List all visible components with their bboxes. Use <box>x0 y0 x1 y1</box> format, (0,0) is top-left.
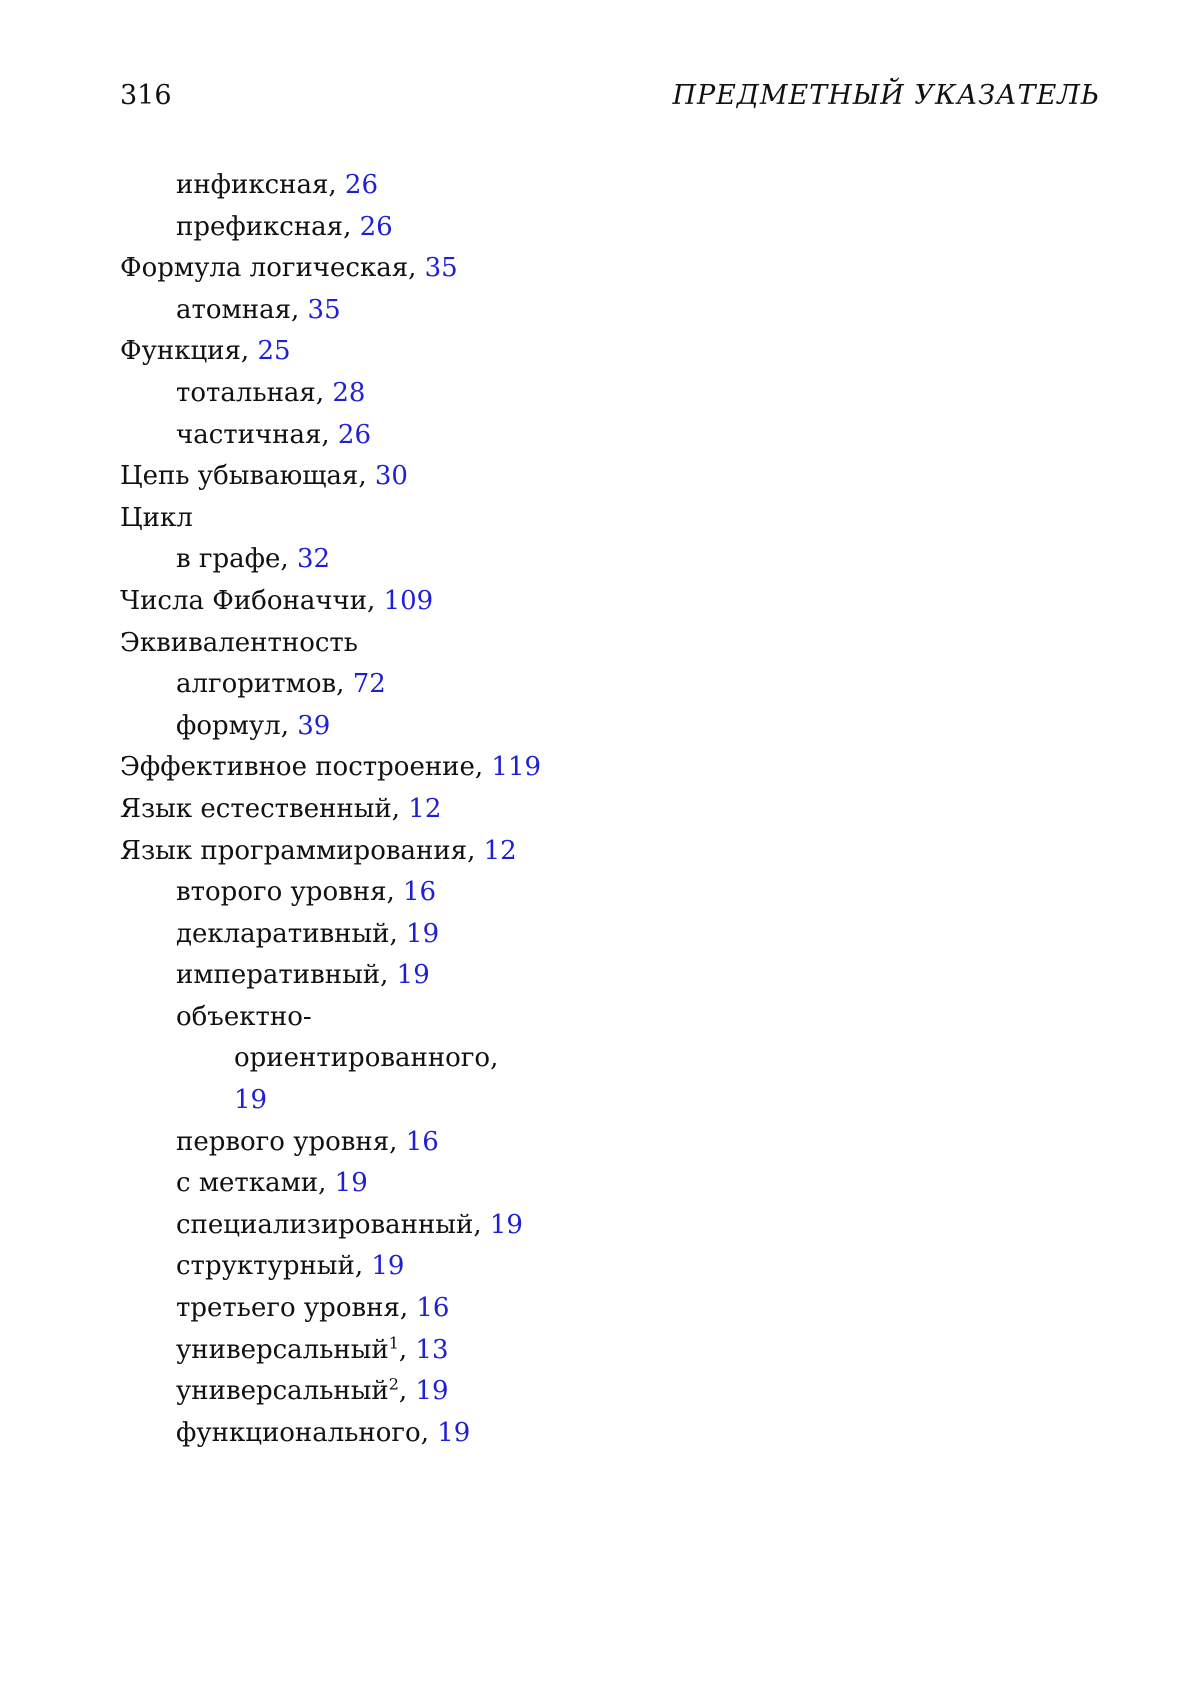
index-entry: с метками, 19 <box>176 1168 368 1199</box>
page-link[interactable]: 19 <box>234 1085 268 1116</box>
index-entry: Эффективное построение, 119 <box>120 752 542 783</box>
index-term: специализированный <box>176 1209 474 1240</box>
index-entry: функционального, 19 <box>176 1417 471 1448</box>
page-link[interactable]: 19 <box>437 1417 471 1448</box>
index-term: императивный <box>176 960 381 991</box>
page-link[interactable]: 35 <box>307 294 341 325</box>
page-link[interactable]: 12 <box>408 793 442 824</box>
index-term: универсальный <box>176 1334 389 1365</box>
index-term: первого уровня <box>176 1126 390 1157</box>
index-term: структурный <box>176 1251 355 1282</box>
index-term: алгоритмов <box>176 669 337 700</box>
page-link[interactable]: 16 <box>416 1293 450 1324</box>
index-term: частичная <box>176 419 322 450</box>
page-link[interactable]: 35 <box>424 253 458 284</box>
index-entry: префиксная, 26 <box>176 211 393 242</box>
index-term: Язык естественный <box>120 793 392 824</box>
page-link[interactable]: 32 <box>296 544 331 575</box>
index-term: объектно- <box>176 1001 312 1032</box>
index-entry <box>120 623 1020 665</box>
page-link[interactable]: 72 <box>352 669 386 700</box>
index-entry: Функция, 25 <box>120 336 291 367</box>
index-entry: частичная, 26 <box>176 419 372 450</box>
index-term: формул <box>176 710 281 741</box>
page-link[interactable]: 16 <box>403 877 437 908</box>
page-link[interactable]: 19 <box>415 1376 449 1407</box>
index-entry: декларативный, 19 <box>176 918 440 949</box>
index-entry: формул, 39 <box>176 710 331 741</box>
index-term: Функция <box>120 336 241 367</box>
index-term: атомная <box>176 294 291 325</box>
index-entry: Формула логическая, 35 <box>120 253 458 284</box>
index-term: функционального <box>176 1417 421 1448</box>
page-link[interactable]: 13 <box>415 1334 449 1365</box>
index-entry-continuation <box>120 1080 1020 1122</box>
index-term: второго уровня <box>176 877 387 908</box>
page-link[interactable]: 16 <box>405 1126 439 1157</box>
index-entry: Язык программирования, 12 <box>120 835 517 866</box>
page-link[interactable]: 25 <box>257 336 291 367</box>
index-entry: Числа Фибоначчи, 109 <box>120 585 434 616</box>
index-entry-continuation <box>120 1038 1020 1080</box>
superscript: 2 <box>388 1374 399 1394</box>
index-entry: третьего уровня, 16 <box>176 1293 450 1324</box>
index-term: третьего уровня <box>176 1293 400 1324</box>
page-link[interactable]: 119 <box>491 752 542 783</box>
index-entry: в графе, 32 <box>176 544 331 575</box>
index-term: Язык программирования <box>120 835 468 866</box>
index-term: в графе <box>176 544 281 575</box>
index-entry: универсальный$^1$, 13 <box>176 1332 449 1365</box>
page-link[interactable]: 19 <box>489 1209 523 1240</box>
index-term: Эффективное построение <box>120 752 475 783</box>
index-entry <box>120 997 1020 1039</box>
index-term: декларативный <box>176 918 390 949</box>
index-term: Числа Фибоначчи <box>120 585 368 616</box>
page-link[interactable]: 109 <box>383 585 434 616</box>
index-term: префиксная <box>176 211 344 242</box>
index-entry: структурный, 19 <box>176 1251 405 1282</box>
index-entry: Язык естественный, 12 <box>120 793 442 824</box>
page-link[interactable]: 30 <box>374 461 408 492</box>
index-term: универсальный <box>176 1376 389 1407</box>
page-link[interactable]: 26 <box>337 419 372 450</box>
page-link[interactable]: 19 <box>406 918 440 949</box>
superscript: 1 <box>388 1332 399 1352</box>
index-entry: императивный, 19 <box>176 960 430 991</box>
subject-index <box>120 165 1020 1454</box>
page-number: 316 <box>120 80 172 111</box>
running-title: ПРЕДМЕТНЫЙ УКАЗАТЕЛЬ <box>672 80 1100 111</box>
page-link[interactable]: 12 <box>483 835 517 866</box>
index-term: инфиксная <box>176 170 329 200</box>
index-term: Цикл <box>120 502 193 533</box>
index-entry: тотальная, 28 <box>176 377 366 408</box>
index-term: Формула логическая <box>120 253 409 284</box>
running-header <box>120 78 1100 118</box>
index-entry: инфиксная, 26 <box>176 170 379 200</box>
index-entry: специализированный, 19 <box>176 1209 523 1240</box>
index-term: Эквивалентность <box>120 627 358 658</box>
index-term: тотальная <box>176 377 316 408</box>
page-link[interactable]: 19 <box>396 960 430 991</box>
index-entry: атомная, 35 <box>176 294 341 325</box>
page-link[interactable]: 28 <box>332 377 366 408</box>
index-term: ориентированного, <box>234 1043 499 1074</box>
page-link[interactable]: 19 <box>371 1251 405 1282</box>
index-entry <box>120 498 1020 540</box>
index-entry: Цепь убывающая, 30 <box>120 461 408 492</box>
index-entry: первого уровня, 16 <box>176 1126 439 1157</box>
page-link[interactable]: 26 <box>359 211 393 242</box>
index-term: Цепь убывающая <box>120 461 359 492</box>
index-entry: второго уровня, 16 <box>176 877 437 908</box>
page-link[interactable]: 39 <box>297 710 331 741</box>
index-entry: алгоритмов, 72 <box>176 669 386 700</box>
page-link[interactable]: 26 <box>344 170 379 200</box>
index-term: с метками <box>176 1168 319 1199</box>
page-link[interactable]: 19 <box>334 1168 368 1199</box>
index-entry: универсальный$^2$, 19 <box>176 1374 449 1407</box>
